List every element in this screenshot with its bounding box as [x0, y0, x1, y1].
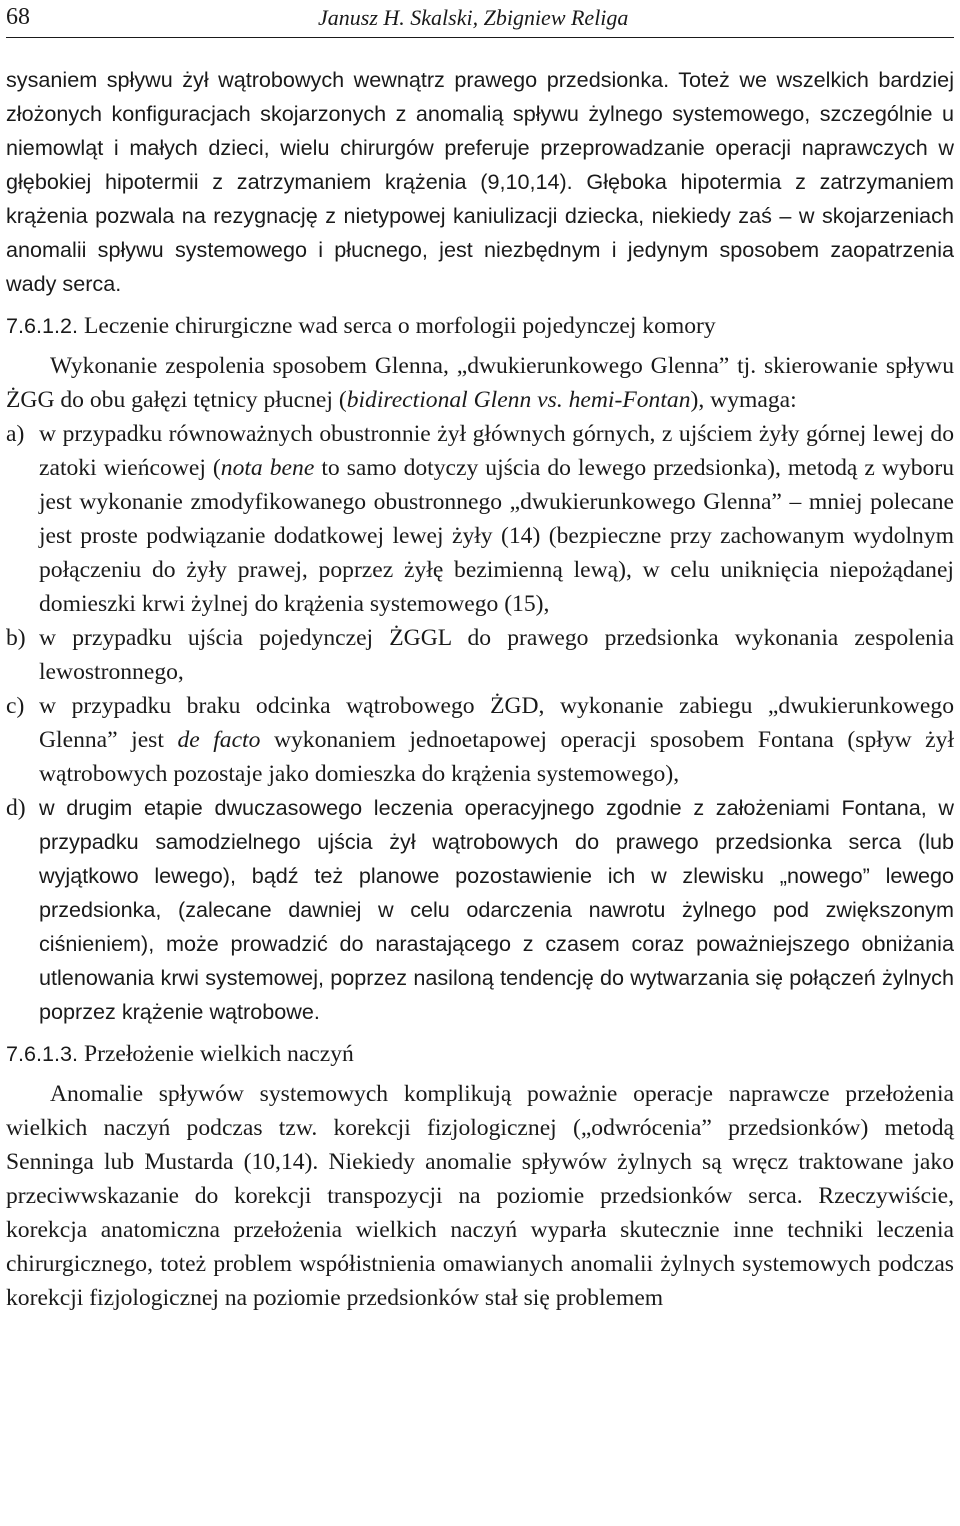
list-item-a	[6, 417, 954, 621]
page-header	[6, 0, 954, 38]
paragraph-glenn	[6, 349, 954, 417]
list-text-part: w przypadku braku odcinka wątrobowego ŻGD, wykonanie zabiegu „dwukierunkowego Glenna” jest	[39, 693, 954, 753]
list-item-d	[6, 791, 954, 1029]
list-text-part: to samo dotyczy ujścia do lewego przedsionka), metodą z wyboru jest wykonanie zmodyfikowanego obustronnego „dwukierunkowego Glenna” – mniej polecane jest proste podwiązanie dodatkowej lewej żyły (14) (bezpieczne przy zachowanym wydolnym połączeniu do żyły prawej, poprzez żyłę bezimienną lewą), w celu uniknięcia niepożądanej domieszki krwi żylnej do krążenia systemowego (15),	[39, 455, 955, 617]
list-text-part: wykonaniem jednoetapowej operacji sposobem Fontana (spływ żył wątrobowych pozostaje jako domieszka do krążenia systemowego),	[39, 727, 955, 787]
list-marker: d)	[6, 795, 26, 821]
page-body	[6, 63, 954, 1315]
section-heading-single-ventricle	[6, 309, 954, 343]
running-head: Janusz H. Skalski, Zbigniew Religa	[318, 5, 629, 30]
list-item-text: w drugim etapie dwuczasowego leczenia operacyjnego zgodnie z założeniami Fontana, w przypadku samodzielnego ujścia żył wątrobowych do prawego przedsionka serca (lub wyjątkowo lewego), bądź też planowe pozostawienie ich w zlewisku „nowego” lewego przedsionka, (zalecane dawniej w celu odarczenia nawrotu żylnego pod zwiększonym ciśnieniem), może prowadzić do narastającego z czasem coraz poważniejszego obniżania utlenowania krwi systemowej, poprzez nasiloną tendencję do wytwarzania się połączeń żylnych poprzez krążenie wątrobowe.	[39, 795, 954, 1024]
section-number: 7.6.1.3.	[6, 1041, 79, 1066]
list-item-b	[6, 621, 954, 689]
list-item-text	[39, 689, 954, 791]
italic-term: de facto	[177, 727, 261, 753]
list-item-c	[6, 689, 954, 791]
list-marker: b)	[6, 625, 26, 651]
paragraph-transposition: Anomalie spływów systemowych komplikują poważnie operacje naprawcze przełożenia wielkich naczyń podczas tzw. korekcji fizjologicznej („odwrócenia” przedsionków) metodą Senninga lub Mustarda (10,14). Niekiedy anomalie spływów żylnych są wręcz traktowane jako przeciwwskazanie do korekcji transpozycji na poziomie przedsionków serca. Rzeczywiście, korekcja anatomiczna przełożenia wielkich naczyń wyparła skutecznie inne techniki leczenia chirurgicznego, toteż problem współistnienia omawianych anomalii żylnych systemowych podczas korekcji fizjologicznej na poziomie przedsionków stał się problemem	[6, 1081, 954, 1311]
paragraph-hypothermia: sysaniem spływu żył wątrobowych wewnątrz prawego przedsionka. Toteż we wszelkich bardziej złożonych konfiguracjach skojarzonych z anomalią spływu żylnego systemowego, szczególnie u niemowląt i małych dzieci, wielu chirurgów preferuje przeprowadzanie operacji naprawczych w głębokiej hipotermii z zatrzymaniem krążenia (9,10,14). Głęboka hipotermia z zatrzymaniem krążenia pozwala na rezygnację z nietypowej kaniulizacji dziecka, niekiedy zaś – w skojarzeniach anomalii spływu systemowego i płucnego, jest niezbędnym i jedynym sposobem zaopatrzenia wady serca.	[6, 67, 954, 296]
italic-term: nota bene	[220, 455, 315, 481]
section-title: Leczenie chirurgiczne wad serca o morfologii pojedynczej komory	[83, 313, 716, 339]
list-item-text	[39, 417, 954, 621]
list-text-part: w przypadku równoważnych obustronnie żył głównych górnych, z ujściem żyły górnej lewej do zatoki wieńcowej (	[39, 421, 954, 481]
section-heading-transposition	[6, 1037, 954, 1071]
page-number: 68	[6, 4, 30, 30]
list-marker: c)	[6, 693, 25, 719]
list-marker: a)	[6, 421, 25, 447]
paragraph-text: ), wymaga:	[690, 387, 797, 413]
italic-term: bidirectional Glenn vs. hemi-Fontan	[346, 387, 691, 413]
section-title: Przełożenie wielkich naczyń	[83, 1041, 354, 1067]
paragraph-text: Wykonanie zespolenia sposobem Glenna, „dwukierunkowego Glenna” tj. skierowanie spływu ŻGG do obu gałęzi tętnicy płucnej (	[6, 353, 954, 413]
list-item-text: w przypadku ujścia pojedynczej ŻGGL do prawego przedsionka wykonania zespolenia lewostronnego,	[39, 625, 954, 685]
section-number: 7.6.1.2.	[6, 313, 79, 338]
